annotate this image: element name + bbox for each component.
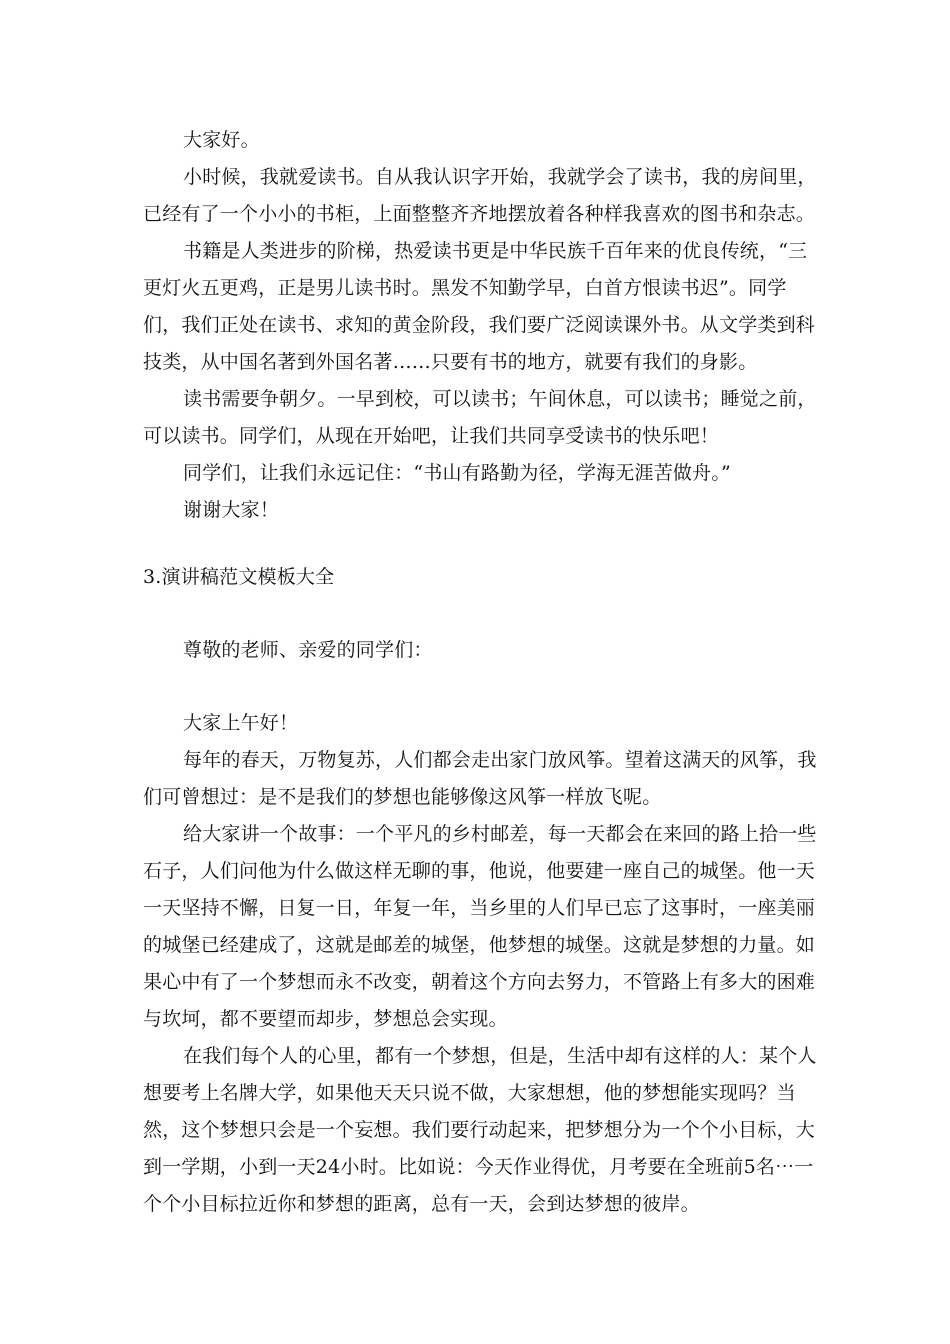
body-paragraph: 小时候，我就爱读书。自从我认识字开始，我就学会了读书，我的房间里，已经有了一个小小的书柜，上面整整齐齐地摆放着各种样我喜欢的图书和杂志。 bbox=[143, 166, 817, 225]
body-paragraph: 每年的春天，万物复苏，人们都会走出家门放风筝。望着这满天的风筝，我们可曾想过：是不是我们的梦想也能够像这风筝一样放飞呢。 bbox=[143, 749, 817, 808]
salutation-paragraph: 尊敬的老师、亲爱的同学们： bbox=[183, 639, 433, 661]
body-paragraph: 书籍是人类进步的阶梯，热爱读书更是中华民族千百年来的优良传统，“三更灯火五更鸡，正是男儿读书时。黑发不知勤学早，白首方恨读书迟”。同学们，我们正处在读书、求知的黄金阶段，我们要广泛阅读课外书。从文学类到科技类，从中国名著到外国名著……只要有书的地方，就要有我们的身影。 bbox=[143, 240, 816, 373]
body-paragraph: 同学们，让我们永远记住：“书山有路勤为径，学海无涯苦做舟。” bbox=[183, 462, 731, 484]
greeting-paragraph: 大家好。 bbox=[183, 129, 260, 151]
body-paragraph: 给大家讲一个故事：一个平凡的乡村邮差，每一天都会在来回的路上拾一些石子，人们问他为什么做这样无聊的事，他说，他要建一座自己的城堡。他一天一天坚持不懈，日复一日，年复一年，当乡里的人们早已忘了这事时，一座美丽的城堡已经建成了，这就是邮差的城堡，他梦想的城堡。这就是梦想的力量。如果心中有了一个梦想而永不改变，朝着这个方向去努力，不管路上有多大的困难与坎坷，都不要望而却步，梦想总会实现。 bbox=[143, 823, 817, 1030]
greeting-paragraph: 大家上午好！ bbox=[183, 712, 299, 734]
closing-paragraph: 谢谢大家！ bbox=[183, 499, 280, 521]
document-body bbox=[143, 122, 823, 1223]
body-paragraph: 在我们每个人的心里，都有一个梦想，但是，生活中却有这样的人：某个人想要考上名牌大学，如果他天天只说不做，大家想想，他的梦想能实现吗？当然，这个梦想只会是一个妄想。我们要行动起来，把梦想分为一个个小目标，大到一学期，小到一天24小时。比如说：今天作业得优，月考要在全班前5名⋯一个个小目标拉近你和梦想的距离，总有一天，会到达梦想的彼岸。 bbox=[143, 1045, 817, 1215]
section-heading: 3.演讲稿范文模板大全 bbox=[143, 566, 335, 588]
body-paragraph: 读书需要争朝夕。一早到校，可以读书；午间休息，可以读书；睡觉之前，可以读书。同学们，从现在开始吧，让我们共同享受读书的快乐吧！ bbox=[143, 388, 817, 447]
